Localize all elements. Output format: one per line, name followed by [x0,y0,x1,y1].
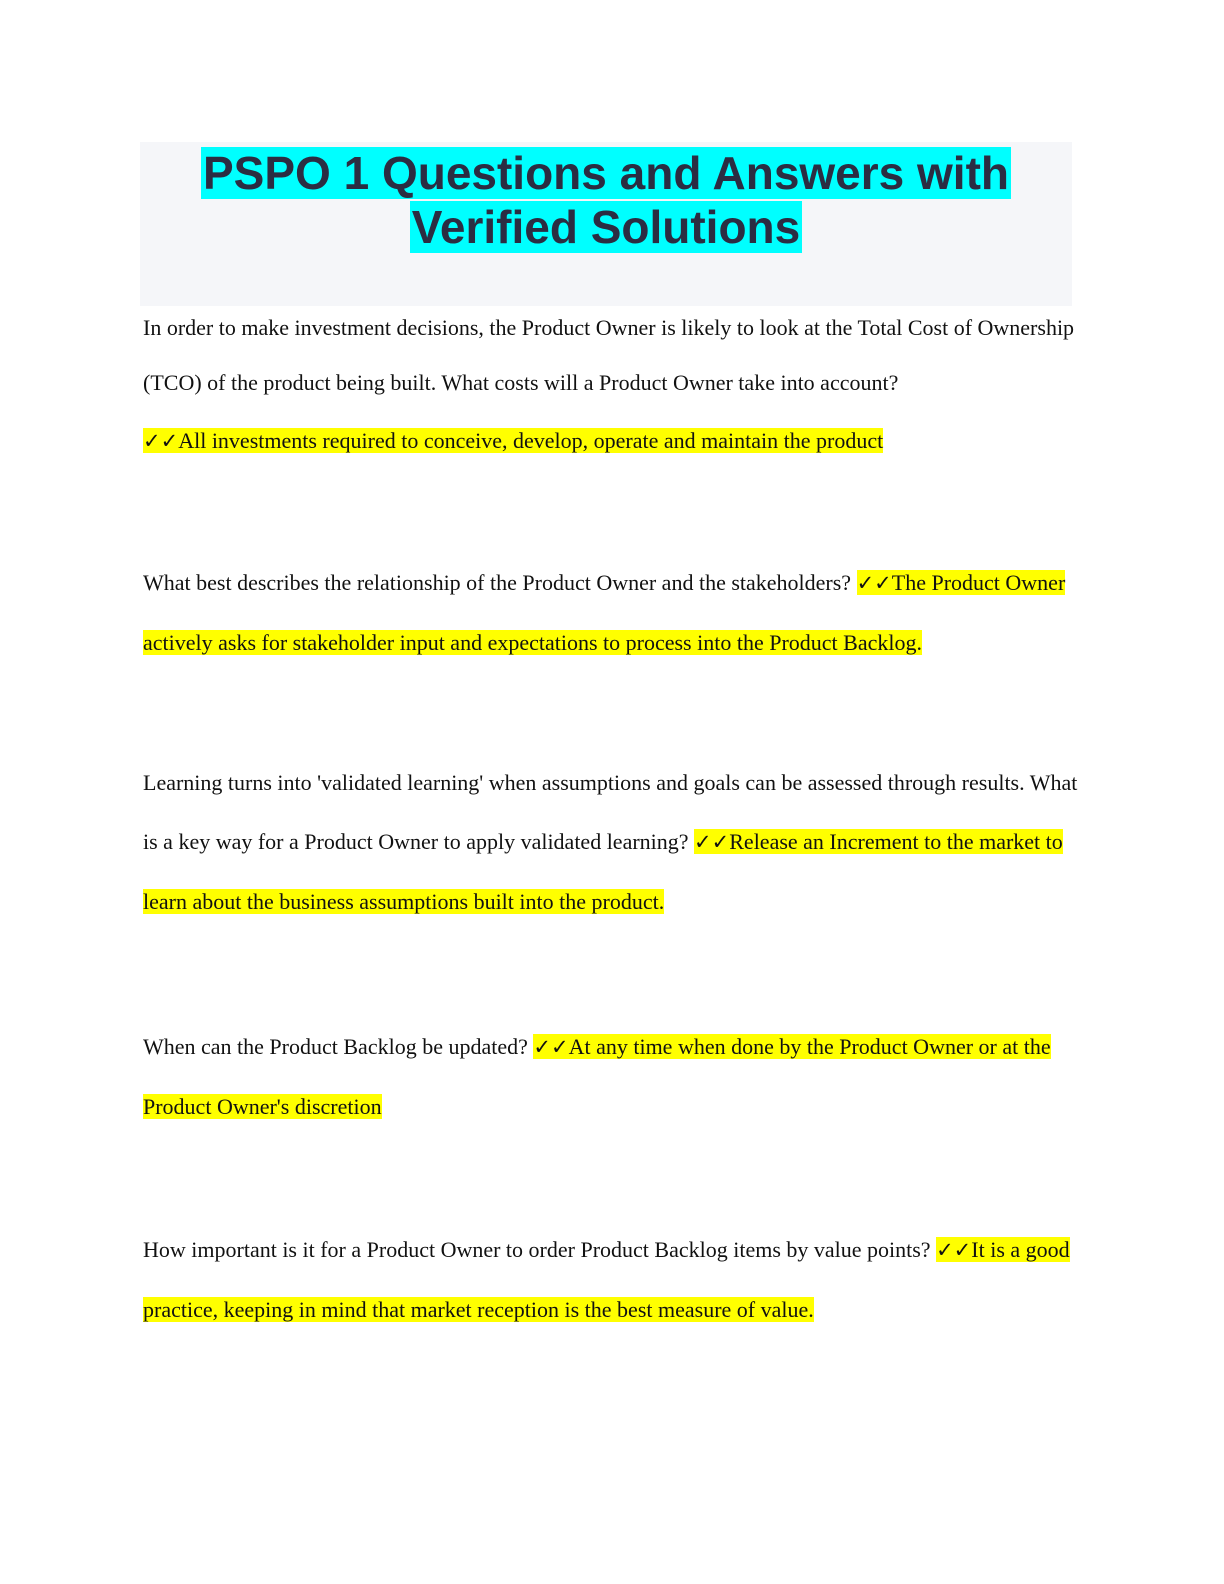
answer-highlight [143,428,883,453]
answer-text: At any time when done by the Product Owner or at the Product Owner's discretion [143,1034,1051,1119]
question-text: What best describes the relationship of the Product Owner and the stakeholders? [143,570,852,595]
question-text: When can the Product Backlog be updated? [143,1034,528,1059]
answer-text: The Product Owner actively asks for stakeholder input and expectations to process into the Product Backlog. [143,570,1066,655]
qa-item-2 [143,553,1078,672]
qa-item-5 [143,1220,1078,1339]
question-text: Learning turns into 'validated learning' when assumptions and goals can be assessed through results. What is a key way for a Product Owner to apply validated learning? [143,770,1078,854]
qa-item-4 [143,1017,1078,1136]
answer-text: All investments required to conceive, develop, operate and maintain the product [178,428,884,453]
title-line-2: Verified Solutions [411,201,801,253]
double-check-icon: ✓✓ [143,429,179,453]
double-check-icon: ✓✓ [856,571,892,595]
qa-item-1 [143,300,1078,472]
title-block [140,142,1072,306]
answer-text: Release an Increment to the market to learn about the business assumptions built into the product. [143,829,1063,914]
question-text: In order to make investment decisions, the Product Owner is likely to look at the Total Cost of Ownership (TCO) of the product being built. What costs will a Product Owner take into account? [143,315,1075,395]
document-title [140,142,1072,254]
question-text: How important is it for a Product Owner to order Product Backlog items by value points? [143,1237,931,1262]
double-check-icon: ✓✓ [936,1238,972,1262]
title-line-1: PSPO 1 Questions and Answers with [202,147,1010,199]
double-check-icon: ✓✓ [694,830,730,854]
answer-text: It is a good practice, keeping in mind that market reception is the best measure of value. [143,1237,1070,1322]
double-check-icon: ✓✓ [533,1035,569,1059]
qa-item-3 [143,753,1078,931]
